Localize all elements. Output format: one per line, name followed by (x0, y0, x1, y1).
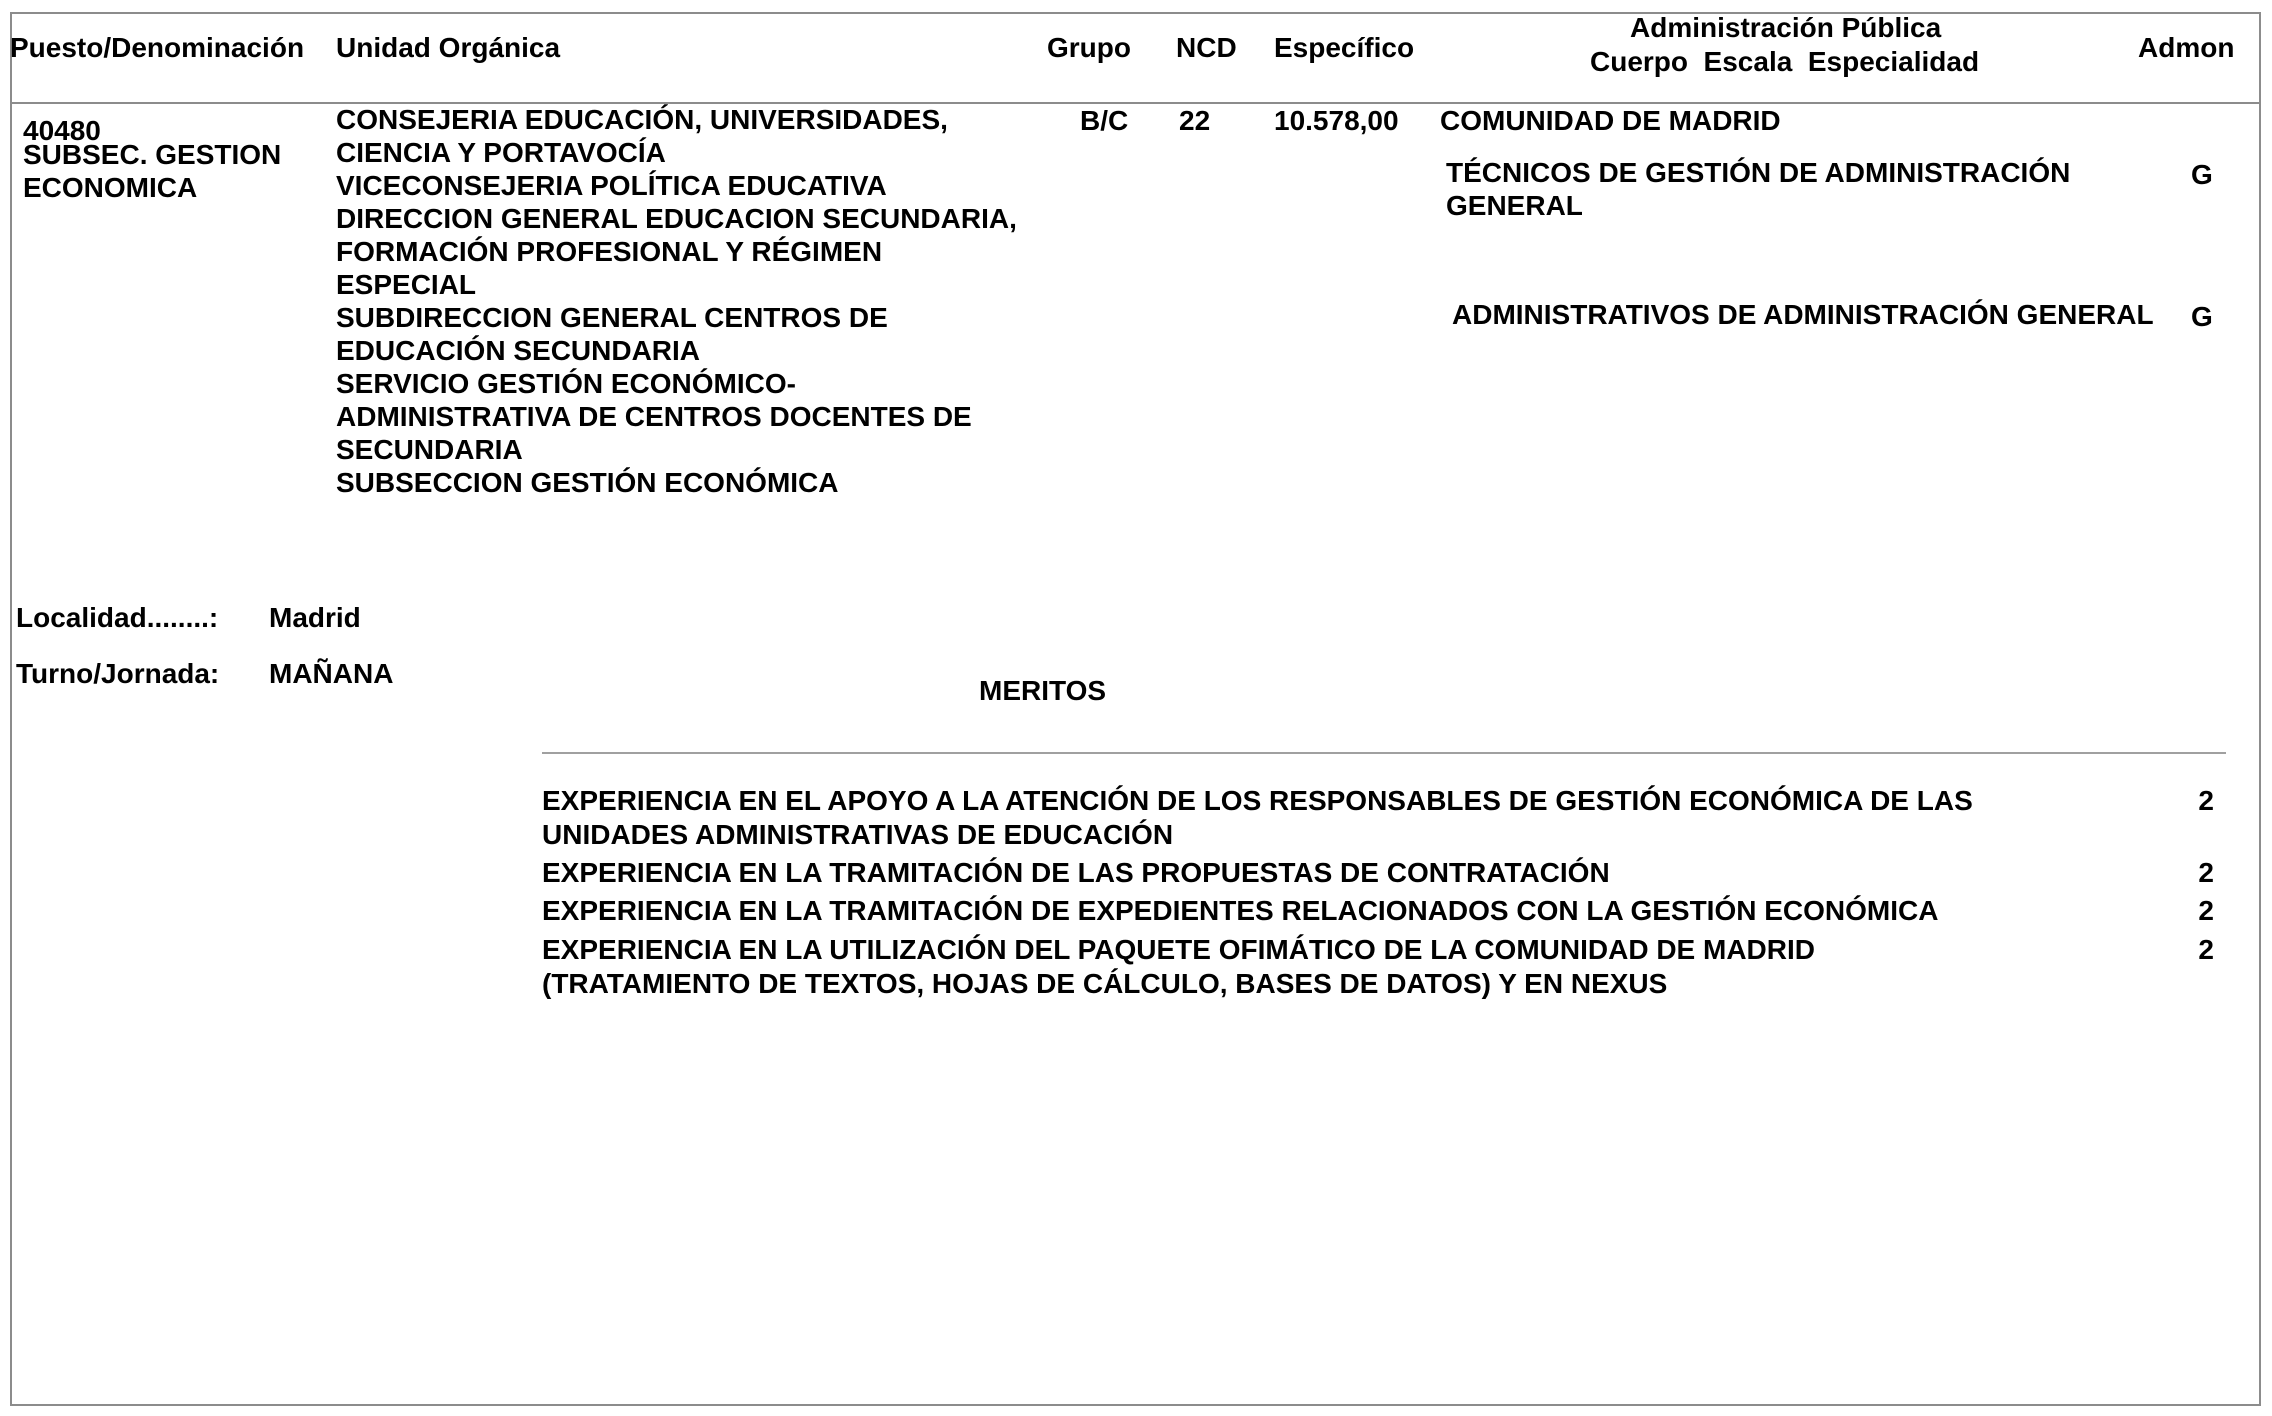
header-admin-publica: Administración Pública (1630, 12, 1942, 43)
turno-value: MAÑANA (269, 658, 394, 689)
unidad-line: CONSEJERIA EDUCACIÓN, UNIVERSIDADES, (336, 104, 948, 135)
administracion-value: COMUNIDAD DE MADRID (1440, 105, 1781, 136)
cuerpo-admon: G (2191, 159, 2213, 190)
denominacion-line: SUBSEC. GESTION (23, 139, 282, 170)
unidad-line: VICECONSEJERIA POLÍTICA EDUCATIVA (336, 170, 887, 201)
cuerpo-line: TÉCNICOS DE GESTIÓN DE ADMINISTRACIÓN (1446, 157, 2071, 188)
unidad-line: CIENCIA Y PORTAVOCÍA (336, 137, 666, 168)
merito-line: EXPERIENCIA EN LA TRAMITACIÓN DE EXPEDIENTES RELACIONADOS CON LA GESTIÓN ECONÓMICA (542, 895, 1939, 926)
denominacion-line: ECONOMICA (23, 172, 198, 203)
merito-points: 2 (2198, 934, 2214, 965)
unidad-line: ESPECIAL (336, 269, 477, 300)
unidad-line: SUBDIRECCION GENERAL CENTROS DE (336, 302, 888, 333)
grupo-value: B/C (1080, 105, 1129, 136)
meritos-title: MERITOS (979, 675, 1107, 706)
unidad-line: ADMINISTRATIVA DE CENTROS DOCENTES DE (336, 401, 972, 432)
header-cuerpo-escala: Cuerpo Escala Especialidad (1590, 46, 1980, 77)
turno-label: Turno/Jornada: (16, 658, 220, 689)
unidad-line: DIRECCION GENERAL EDUCACION SECUNDARIA, (336, 203, 1017, 234)
cuerpo-item (1452, 298, 2154, 331)
header-puesto: Puesto/Denominación (10, 32, 305, 63)
merito-line: EXPERIENCIA EN EL APOYO A LA ATENCIÓN DE LOS RESPONSABLES DE GESTIÓN ECONÓMICA DE LAS (542, 785, 1973, 816)
header-admon: Admon (2138, 32, 2235, 63)
ncd-value: 22 (1179, 105, 1211, 136)
merito-line: UNIDADES ADMINISTRATIVAS DE EDUCACIÓN (542, 819, 1174, 850)
unidad-line: EDUCACIÓN SECUNDARIA (336, 335, 701, 366)
localidad-label: Localidad........: (16, 602, 219, 633)
unidad-line: SERVICIO GESTIÓN ECONÓMICO- (336, 368, 796, 399)
cuerpo-item (1446, 156, 2070, 222)
merito-line: (TRATAMIENTO DE TEXTOS, HOJAS DE CÁLCULO, BASES DE DATOS) Y EN NEXUS (542, 968, 1668, 999)
merito-line: EXPERIENCIA EN LA TRAMITACIÓN DE LAS PROPUESTAS DE CONTRATACIÓN (542, 857, 1610, 888)
header-especifico: Específico (1274, 32, 1415, 63)
cuerpo-line: GENERAL (1446, 190, 1583, 221)
cuerpo-line: ADMINISTRATIVOS DE ADMINISTRACIÓN GENERAL (1452, 299, 2154, 330)
unidad-line: SUBSECCION GESTIÓN ECONÓMICA (336, 467, 839, 498)
header-unidad: Unidad Orgánica (336, 32, 561, 63)
meritos-divider (542, 752, 2226, 754)
localidad-value: Madrid (269, 602, 361, 633)
cuerpo-admon: G (2191, 301, 2213, 332)
unidad-line: SECUNDARIA (336, 434, 523, 465)
puesto-denominacion (23, 138, 281, 204)
unidad-organica (336, 103, 1017, 499)
merito-line: EXPERIENCIA EN LA UTILIZACIÓN DEL PAQUETE OFIMÁTICO DE LA COMUNIDAD DE MADRID (542, 934, 1815, 965)
merito-points: 2 (2198, 857, 2214, 888)
header-ncd: NCD (1176, 32, 1237, 63)
unidad-line: FORMACIÓN PROFESIONAL Y RÉGIMEN (336, 236, 883, 267)
merito-points: 2 (2198, 895, 2214, 926)
header-grupo: Grupo (1047, 32, 1131, 63)
especifico-value: 10.578,00 (1274, 105, 1399, 136)
merito-points: 2 (2198, 785, 2214, 816)
puesto-code: 40480 (23, 115, 101, 146)
